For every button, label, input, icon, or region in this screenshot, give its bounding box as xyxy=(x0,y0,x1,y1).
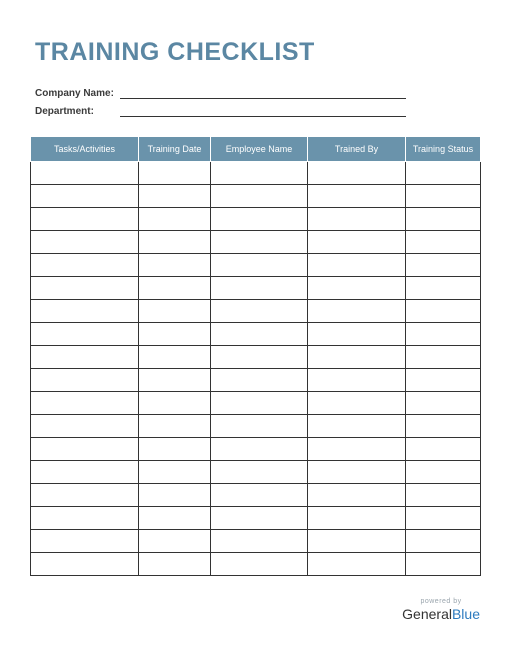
table-cell[interactable] xyxy=(31,162,139,185)
table-cell[interactable] xyxy=(31,438,139,461)
header-trained-by: Trained By xyxy=(308,137,406,162)
table-row xyxy=(31,208,481,231)
table-cell[interactable] xyxy=(139,162,211,185)
table-cell[interactable] xyxy=(31,277,139,300)
table-cell[interactable] xyxy=(211,323,308,346)
table-cell[interactable] xyxy=(308,231,406,254)
table-row xyxy=(31,185,481,208)
table-cell[interactable] xyxy=(139,438,211,461)
department-label: Department: xyxy=(35,106,94,117)
table-cell[interactable] xyxy=(211,208,308,231)
table-cell[interactable] xyxy=(31,484,139,507)
table-cell[interactable] xyxy=(211,392,308,415)
header-employee-name: Employee Name xyxy=(211,137,308,162)
table-cell[interactable] xyxy=(406,231,481,254)
table-row xyxy=(31,415,481,438)
table-cell[interactable] xyxy=(31,323,139,346)
table-cell[interactable] xyxy=(211,369,308,392)
company-name-label: Company Name: xyxy=(35,88,114,99)
table-cell[interactable] xyxy=(308,208,406,231)
table-cell[interactable] xyxy=(308,438,406,461)
table-cell[interactable] xyxy=(31,346,139,369)
header-tasks-activities: Tasks/Activities xyxy=(31,137,139,162)
table-cell[interactable] xyxy=(308,346,406,369)
table-row xyxy=(31,553,481,576)
header-training-status: Training Status xyxy=(406,137,481,162)
table-cell[interactable] xyxy=(139,231,211,254)
table-cell[interactable] xyxy=(406,162,481,185)
table-cell[interactable] xyxy=(308,300,406,323)
table-row xyxy=(31,254,481,277)
table-cell[interactable] xyxy=(139,346,211,369)
table-cell[interactable] xyxy=(406,438,481,461)
table-cell[interactable] xyxy=(139,507,211,530)
table-row xyxy=(31,484,481,507)
table-row xyxy=(31,277,481,300)
table-cell[interactable] xyxy=(211,346,308,369)
table-cell[interactable] xyxy=(31,530,139,553)
department-field[interactable] xyxy=(120,116,406,117)
table-cell[interactable] xyxy=(211,484,308,507)
table-cell[interactable] xyxy=(31,415,139,438)
table-cell[interactable] xyxy=(211,553,308,576)
company-name-field[interactable] xyxy=(120,98,406,99)
table-row xyxy=(31,461,481,484)
table-cell[interactable] xyxy=(308,484,406,507)
table-cell[interactable] xyxy=(139,254,211,277)
table-cell[interactable] xyxy=(308,507,406,530)
table-cell[interactable] xyxy=(31,392,139,415)
table-cell[interactable] xyxy=(139,323,211,346)
table-cell[interactable] xyxy=(139,185,211,208)
table-cell[interactable] xyxy=(308,185,406,208)
table-row xyxy=(31,231,481,254)
table-cell[interactable] xyxy=(31,300,139,323)
table-cell[interactable] xyxy=(406,484,481,507)
powered-by-text: powered by xyxy=(420,598,462,605)
table-cell[interactable] xyxy=(308,553,406,576)
table-cell[interactable] xyxy=(211,277,308,300)
table-cell[interactable] xyxy=(139,530,211,553)
table-cell[interactable] xyxy=(308,254,406,277)
table-cell[interactable] xyxy=(308,162,406,185)
table-cell[interactable] xyxy=(406,507,481,530)
table-cell[interactable] xyxy=(31,461,139,484)
table-cell[interactable] xyxy=(211,438,308,461)
table-cell[interactable] xyxy=(406,530,481,553)
table-cell[interactable] xyxy=(139,369,211,392)
table-cell[interactable] xyxy=(31,553,139,576)
page-title: TRAINING CHECKLIST xyxy=(35,38,315,66)
table-cell[interactable] xyxy=(308,530,406,553)
table-cell[interactable] xyxy=(406,300,481,323)
table-cell[interactable] xyxy=(139,415,211,438)
powered-by-footer xyxy=(402,598,480,622)
table-cell[interactable] xyxy=(31,231,139,254)
table-cell[interactable] xyxy=(406,415,481,438)
brand-general: General xyxy=(402,606,452,622)
table-cell[interactable] xyxy=(211,530,308,553)
table-cell[interactable] xyxy=(211,507,308,530)
table-row xyxy=(31,162,481,185)
table-header-row xyxy=(31,137,481,162)
header-training-date: Training Date xyxy=(139,137,211,162)
table-cell[interactable] xyxy=(308,461,406,484)
table-row xyxy=(31,369,481,392)
table-cell[interactable] xyxy=(406,323,481,346)
table-cell[interactable] xyxy=(31,369,139,392)
table-cell[interactable] xyxy=(211,185,308,208)
table-cell[interactable] xyxy=(139,300,211,323)
brand-logo xyxy=(402,606,480,622)
table-cell[interactable] xyxy=(211,461,308,484)
table-cell[interactable] xyxy=(211,231,308,254)
table-cell[interactable] xyxy=(31,254,139,277)
table-cell[interactable] xyxy=(31,507,139,530)
table-cell[interactable] xyxy=(31,185,139,208)
table-cell[interactable] xyxy=(308,323,406,346)
table-row xyxy=(31,530,481,553)
table-cell[interactable] xyxy=(211,254,308,277)
table-cell[interactable] xyxy=(406,185,481,208)
table-cell[interactable] xyxy=(406,461,481,484)
table-cell[interactable] xyxy=(139,392,211,415)
brand-blue: Blue xyxy=(451,606,480,622)
table-cell[interactable] xyxy=(211,300,308,323)
table-cell[interactable] xyxy=(211,162,308,185)
table-cell[interactable] xyxy=(308,369,406,392)
table-cell[interactable] xyxy=(139,553,211,576)
table-row xyxy=(31,392,481,415)
table-cell[interactable] xyxy=(211,415,308,438)
table-cell[interactable] xyxy=(139,277,211,300)
table-body xyxy=(31,162,481,576)
table-row xyxy=(31,507,481,530)
table-cell[interactable] xyxy=(406,346,481,369)
table-cell[interactable] xyxy=(139,208,211,231)
table-cell[interactable] xyxy=(139,484,211,507)
table-cell[interactable] xyxy=(308,277,406,300)
table-cell[interactable] xyxy=(406,369,481,392)
table-cell[interactable] xyxy=(406,392,481,415)
table-cell[interactable] xyxy=(406,277,481,300)
table-row xyxy=(31,438,481,461)
table-cell[interactable] xyxy=(31,208,139,231)
table-row xyxy=(31,300,481,323)
table-cell[interactable] xyxy=(308,415,406,438)
table-cell[interactable] xyxy=(406,208,481,231)
table-row xyxy=(31,346,481,369)
table-cell[interactable] xyxy=(308,392,406,415)
table-cell[interactable] xyxy=(406,254,481,277)
table-row xyxy=(31,323,481,346)
training-checklist-table xyxy=(30,136,481,576)
table-cell[interactable] xyxy=(139,461,211,484)
table-cell[interactable] xyxy=(406,553,481,576)
